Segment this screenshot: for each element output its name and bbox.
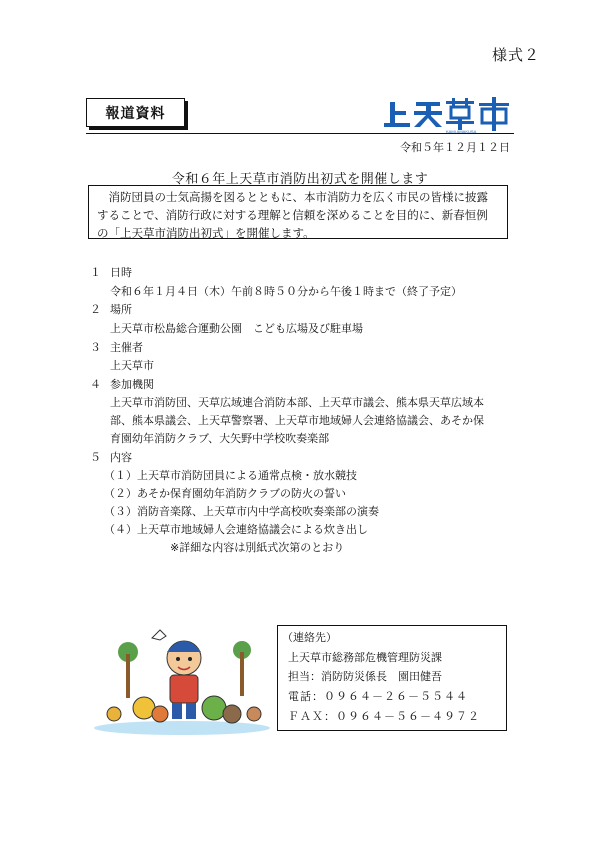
content-item: （４）上天草市地域婦人会連絡協議会による炊き出し bbox=[104, 523, 368, 536]
section-number: ３ bbox=[90, 341, 101, 354]
form-number: 様式２ bbox=[491, 46, 540, 64]
content-item: （１）上天草市消防団員による通常点検・放水競技 bbox=[104, 469, 357, 482]
contact-phone: 電話：０９６４－２６－５５４４ bbox=[288, 690, 468, 703]
summary-line: することで、消防行政に対する理解と信頼を深めることを目的に、新春恒例 bbox=[97, 208, 488, 222]
section-heading: 日時 bbox=[110, 266, 132, 279]
section-number: ４ bbox=[90, 378, 101, 391]
press-release-label-text: 報道資料 bbox=[105, 105, 166, 122]
section-text: 部、熊本県議会、上天草警察署、上天草市地域婦人会連絡協議会、あそか保 bbox=[110, 414, 484, 427]
section-heading: 参加機関 bbox=[110, 378, 154, 391]
release-date: 令和５年１２月１２日 bbox=[400, 141, 510, 154]
content-note: ※詳細な内容は別紙式次第のとおり bbox=[170, 541, 345, 554]
content-item: （３）消防音楽隊、上天草市内中学高校吹奏楽部の演奏 bbox=[104, 505, 379, 518]
section-number: ２ bbox=[90, 303, 101, 316]
section-number: ５ bbox=[90, 451, 101, 464]
section-heading: 内容 bbox=[110, 451, 132, 464]
contact-fax: ＦＡＸ：０９６４－５６－４９７２ bbox=[288, 710, 480, 723]
svg-text:KAMI AMAKUSA: KAMI AMAKUSA bbox=[446, 129, 477, 134]
summary-line: 消防団員の士気高揚を図るとともに、本市消防力を広く市民の皆様に披露 bbox=[108, 190, 488, 204]
section-text: 上天草市 bbox=[110, 359, 154, 372]
press-release-label bbox=[86, 98, 185, 127]
city-logo bbox=[384, 94, 514, 134]
contact-person: 担当：消防防災係長 園田健吾 bbox=[288, 670, 442, 683]
document-title: 令和６年上天草市消防出初式を開催します bbox=[171, 172, 429, 187]
mascot-illustration-icon bbox=[92, 624, 272, 736]
section-number: １ bbox=[90, 266, 101, 279]
contact-box bbox=[277, 625, 507, 731]
section-text: 育園幼年消防クラブ、大矢野中学校吹奏楽部 bbox=[110, 432, 330, 445]
section-text: 上天草市消防団、天草広域連合消防本部、上天草市議会、熊本県天草広域本 bbox=[110, 396, 484, 409]
summary-box bbox=[88, 185, 508, 239]
section-text: 上天草市松島総合運動公園 こども広場及び駐車場 bbox=[110, 322, 363, 335]
city-logo-icon bbox=[384, 94, 514, 134]
section-text: 令和６年１月４日（木）午前８時５０分から午後１時まで（終了予定） bbox=[110, 285, 462, 298]
section-heading: 場所 bbox=[110, 303, 132, 316]
mascot-illustration bbox=[92, 624, 272, 736]
contact-heading: （連絡先） bbox=[282, 631, 337, 644]
section-heading: 主催者 bbox=[110, 341, 143, 354]
summary-line: の「上天草市消防出初式」を開催します。 bbox=[97, 226, 315, 240]
content-item: （２）あそか保育園幼年消防クラブの防火の誓い bbox=[104, 487, 346, 500]
header-rule bbox=[86, 133, 514, 134]
contact-department: 上天草市総務部危機管理防災課 bbox=[288, 651, 442, 664]
